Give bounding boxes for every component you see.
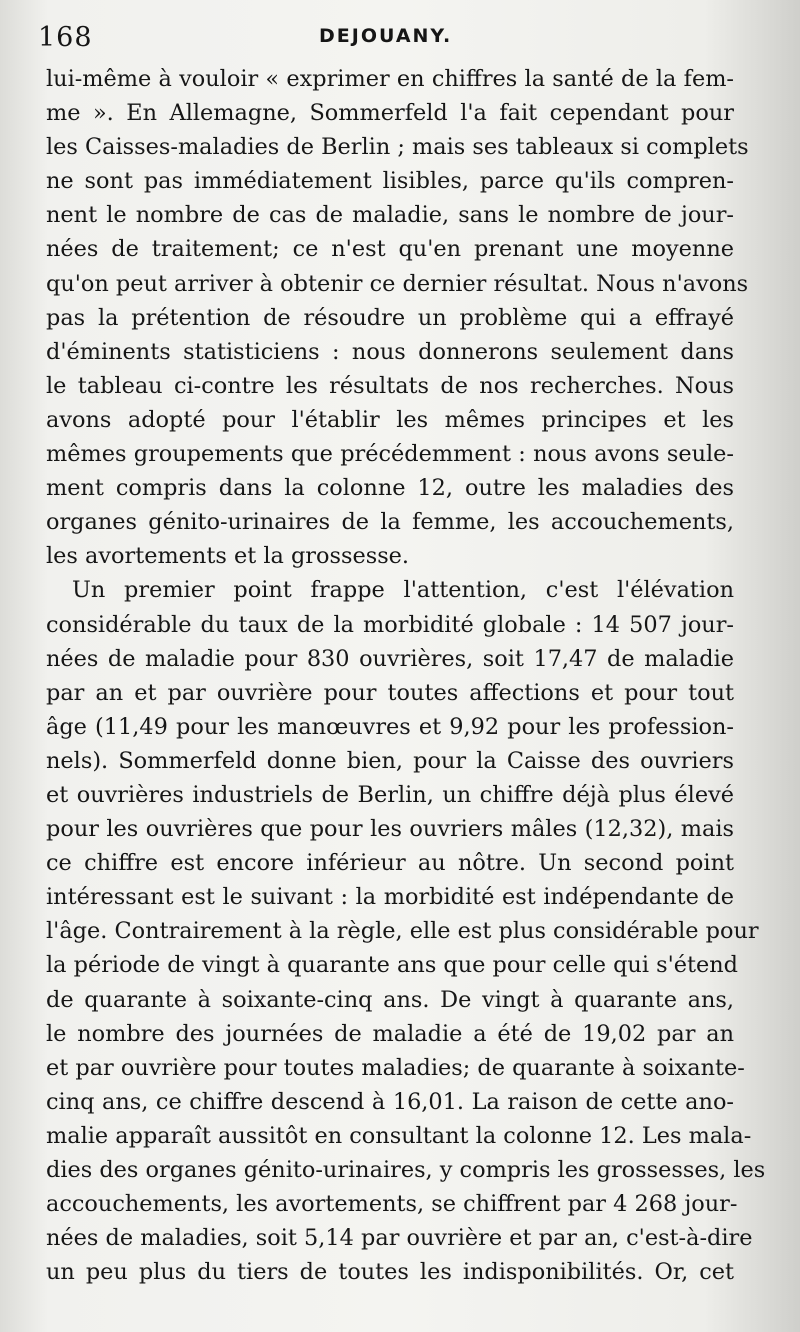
text-line: nels). Sommerfeld donne bien, pour la Caisse des ouvriers — [46, 747, 734, 774]
text-line: considérable du taux de la morbidité globale : 14 507 jour- — [46, 611, 734, 638]
text-line: ment compris dans la colonne 12, outre les maladies des — [46, 475, 734, 502]
paragraph — [46, 62, 749, 573]
text-line: nées de maladies, soit 5,14 par ouvrière et par an, c'est-à-dire — [46, 1225, 753, 1252]
text-line: qu'on peut arriver à obtenir ce dernier résultat. Nous n'avons — [46, 270, 749, 297]
text-line: et par ouvrière pour toutes maladies; de quarante à soixante- — [46, 1054, 745, 1081]
text-line: ne sont pas immédiatement lisibles, parce qu'ils compren- — [46, 168, 734, 195]
text-line: pas la prétention de résoudre un problème qui a effrayé — [46, 304, 734, 331]
page-number: 168 — [38, 22, 93, 53]
text-line: de quarante à soixante-cinq ans. De vingt à quarante ans, — [46, 986, 734, 1013]
text-line: accouchements, les avortements, se chiffrent par 4 268 jour- — [46, 1191, 738, 1218]
text-line: Un premier point frappe l'attention, c'est l'élévation — [72, 577, 734, 604]
page-header — [38, 22, 740, 56]
text-line: ce chiffre est encore inférieur au nôtre. Un second point — [46, 850, 734, 877]
text-line: un peu plus du tiers de toutes les indisponibilités. Or, cet — [46, 1259, 734, 1286]
text-line: les avortements et la grossesse. — [46, 543, 410, 570]
paragraph — [46, 573, 766, 1289]
text-line: cinq ans, ce chiffre descend à 16,01. La raison de cette ano- — [46, 1088, 734, 1115]
text-line: par an et par ouvrière pour toutes affections et pour tout — [46, 679, 734, 706]
text-line: organes génito-urinaires de la femme, les accouchements, — [46, 509, 734, 536]
text-line: l'âge. Contrairement à la règle, elle est plus considérable pour — [46, 918, 759, 945]
text-line: me ». En Allemagne, Sommerfeld l'a fait cependant pour — [46, 100, 734, 127]
text-line: intéressant est le suivant : la morbidité est indépendante de — [46, 884, 734, 911]
text-line: nées de traitement; ce n'est qu'en prenant une moyenne — [46, 236, 734, 263]
text-line: d'éminents statisticiens : nous donnerons seulement dans — [46, 338, 734, 365]
text-line: dies des organes génito-urinaires, y compris les grossesses, les — [46, 1157, 766, 1183]
text-line: la période de vingt à quarante ans que pour celle qui s'étend — [46, 952, 739, 979]
text-line: et ouvrières industriels de Berlin, un chiffre déjà plus élevé — [46, 781, 734, 808]
text-line: pour les ouvrières que pour les ouvriers mâles (12,32), mais — [46, 816, 734, 843]
text-line: nées de maladie pour 830 ouvrières, soit 17,47 de maladie — [46, 645, 734, 672]
running-title: DEJOUANY. — [319, 25, 453, 47]
text-line: malie apparaît aussitôt en consultant la colonne 12. Les mala- — [46, 1122, 752, 1149]
text-line: nent le nombre de cas de maladie, sans le nombre de jour- — [46, 202, 734, 229]
text-line: lui-même à vouloir « exprimer en chiffres la santé de la fem- — [46, 66, 734, 92]
text-line: avons adopté pour l'établir les mêmes principes et les — [46, 406, 734, 433]
text-line: mêmes groupements que précédemment : nous avons seule- — [46, 441, 734, 468]
text-line: âge (11,49 pour les manœuvres et 9,92 pour les profession- — [46, 713, 734, 740]
text-line: le nombre des journées de maladie a été de 19,02 par an — [46, 1020, 734, 1047]
text-line: les Caisses-maladies de Berlin ; mais ses tableaux si complets — [46, 134, 749, 161]
body-text — [46, 62, 766, 1289]
text-line: le tableau ci-contre les résultats de nos recherches. Nous — [46, 372, 734, 399]
